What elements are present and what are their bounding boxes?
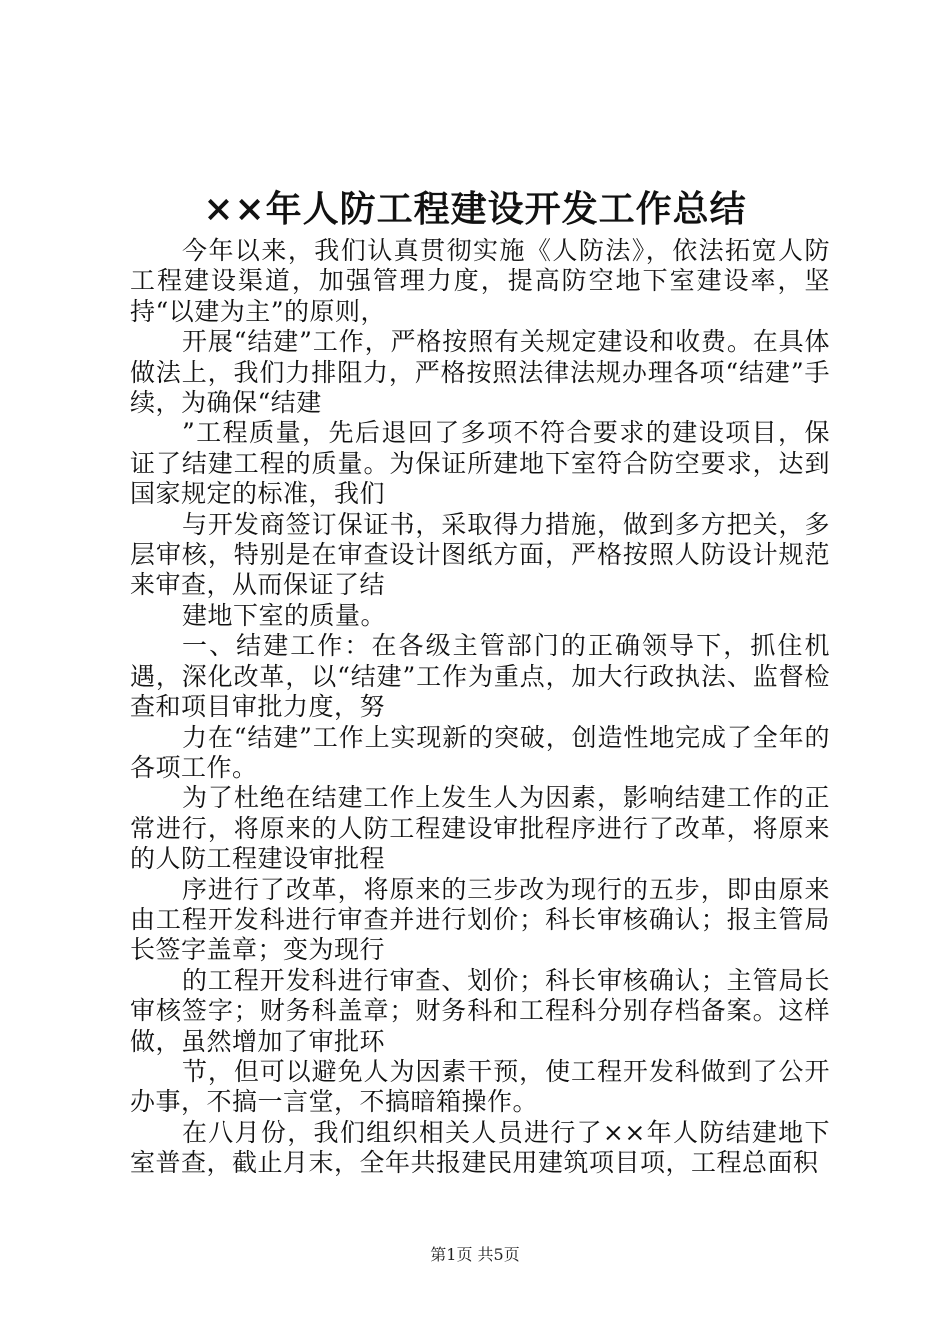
paragraph: 序进行了改革，将原来的三步改为现行的五步，即由原来由工程开发科进行审查并进行划价；科长审核确认；报主管局长签字盖章；变为现行 — [130, 874, 830, 965]
page-number-footer: 第1页 共5页 — [430, 1245, 520, 1264]
paragraph: 在八月份，我们组织相关人员进行了××年人防结建地下室普查，截止月末，全年共报建民用建筑项目项，工程总面积 — [130, 1117, 830, 1178]
paragraph: ”工程质量，先后退回了多项不符合要求的建设项目，保证了结建工程的质量。为保证所建地下室符合防空要求，达到国家规定的标准，我们 — [130, 418, 830, 509]
paragraph: 一、结建工作：在各级主管部门的正确领导下，抓住机遇，深化改革，以“结建”工作为重点，加大行政执法、监督检查和项目审批力度，努 — [130, 631, 830, 722]
document-title: ××年人防工程建设开发工作总结 — [203, 188, 747, 230]
paragraph: 节，但可以避免人为因素干预，使工程开发科做到了公开办事，不搞一言堂，不搞暗箱操作。 — [130, 1056, 830, 1117]
paragraph: 开展“结建”工作，严格按照有关规定建设和收费。在具体做法上，我们力排阻力，严格按照法律法规办理各项“结建”手续，为确保“结建 — [130, 327, 830, 418]
paragraph: 为了杜绝在结建工作上发生人为因素，影响结建工作的正常进行，将原来的人防工程建设审批程序进行了改革，将原来的人防工程建设审批程 — [130, 783, 830, 874]
document-body — [130, 236, 830, 1179]
paragraph: 今年以来，我们认真贯彻实施《人防法》，依法拓宽人防工程建设渠道，加强管理力度，提高防空地下室建设率，坚持“以建为主”的原则， — [130, 236, 830, 326]
paragraph: 的工程开发科进行审查、划价；科长审核确认；主管局长审核签字；财务科盖章；财务科和工程科分别存档备案。这样做，虽然增加了审批环 — [130, 965, 830, 1056]
paragraph: 力在“结建”工作上实现新的突破，创造性地完成了全年的各项工作。 — [130, 722, 830, 782]
paragraph: 与开发商签订保证书，采取得力措施，做到多方把关，多层审核，特别是在审查设计图纸方面，严格按照人防设计规范来审查，从而保证了结 — [130, 509, 830, 600]
paragraph: 建地下室的质量。 — [182, 600, 387, 630]
